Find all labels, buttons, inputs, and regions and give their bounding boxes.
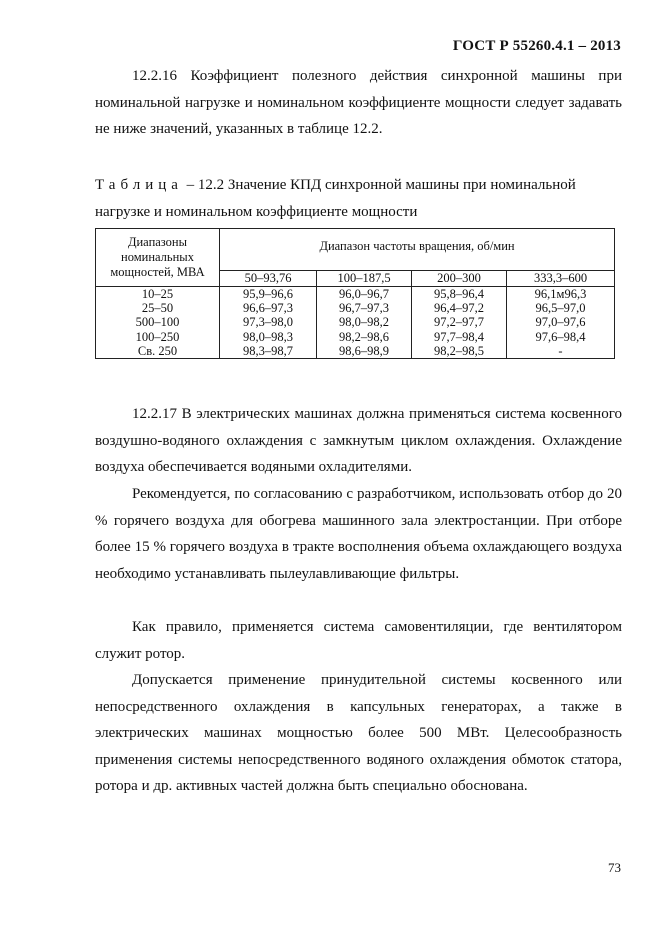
paragraph-12-2-17: 12.2.17 В электрических машинах должна применяться система косвенного воздушно-водяного охлаждения с замкнутым циклом охлаждения. Охлаждение воздуха обеспечивается водяными охладителями. [95, 406, 622, 475]
document-code: ГОСТ Р 55260.4.1 – 2013 [452, 38, 621, 54]
table-caption-word: Таблица [95, 177, 183, 193]
paragraph-hot-air: Рекомендуется, по согласованию с разработчиком, использовать отбор до 20 % горячего воздуха для обогрева машинного зала электростанции. При отборе более 15 % горячего воздуха в тракте восполнения объема охлаждающего воздуха необходимо устанавливать пылеулавливающие фильтры. [95, 486, 622, 582]
power-range-values: 10–25 25–50 500–100 100–250 Св. 250 [96, 287, 220, 359]
efficiency-values: 95,8–96,4 96,4–97,2 97,2–97,7 97,7–98,4 98,2–98,5 [412, 287, 507, 359]
efficiency-values: 96,1м96,3 96,5–97,0 97,0–97,6 97,6–98,4 - [507, 287, 615, 359]
efficiency-values: 95,9–96,6 96,6–97,3 97,3–98,0 98,0–98,3 98,3–98,7 [220, 287, 317, 359]
efficiency-values: 96,0–96,7 96,7–97,3 98,0–98,2 98,2–98,6 98,6–98,9 [317, 287, 412, 359]
table-caption-text: – 12.2 Значение КПД синхронной машины при номинальной нагрузке и номинальном коэффициенте мощности [95, 177, 576, 220]
paragraph-12-2-16: 12.2.16 Коэффициент полезного действия синхронной машины при номинальной нагрузке и номинальном коэффициенте мощности следует задавать не ниже значений, указанных в таблице 12.2. [95, 68, 622, 137]
speed-range-subheader: 100–187,5 [317, 271, 412, 287]
efficiency-table [95, 228, 615, 359]
paragraph-self-ventilation: Как правило, применяется система самовентиляции, где вентилятором служит ротор. [95, 619, 622, 662]
table-caption [95, 172, 622, 225]
speed-range-subheader: 333,3–600 [507, 271, 615, 287]
paragraph-forced-cooling: Допускается применение принудительной системы косвенного или непосредственного охлаждения в капсульных генераторах, а также в электрических машинах мощностью более 500 МВт. Целесообразность применения системы непосредственного водяного охлаждения обмоток статора, ротора и др. активных частей должна быть специально обоснована. [95, 672, 622, 794]
power-range-header: Диапазоны номинальных мощностей, МВА [96, 229, 220, 287]
speed-range-subheader: 200–300 [412, 271, 507, 287]
speed-range-subheader: 50–93,76 [220, 271, 317, 287]
page-number: 73 [608, 860, 621, 875]
speed-range-header: Диапазон частоты вращения, об/мин [220, 229, 615, 271]
